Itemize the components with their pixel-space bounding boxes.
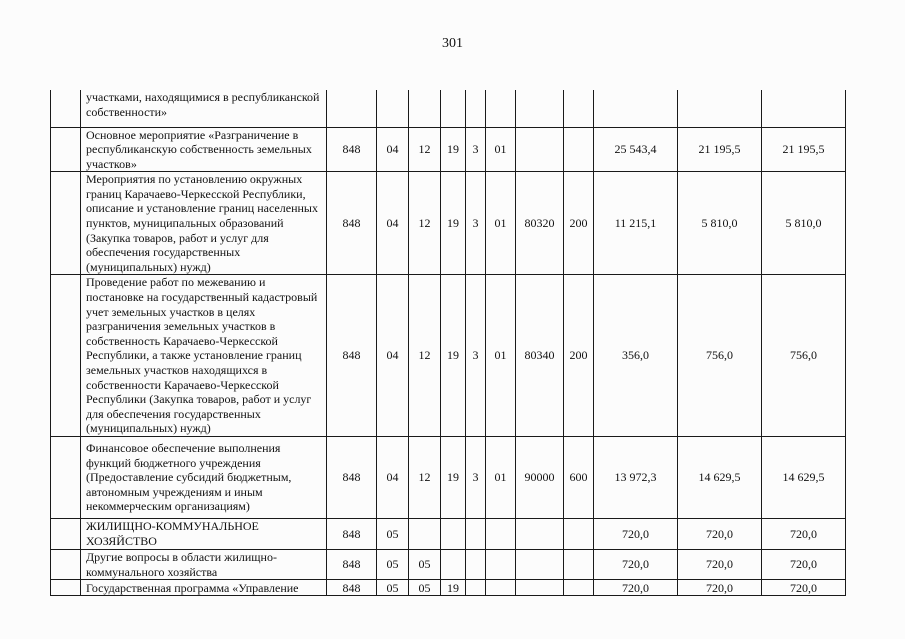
program-code-cell [441, 549, 466, 579]
subsection-code-cell: 12 [409, 275, 441, 437]
row-number-cell [51, 549, 81, 579]
section-code-cell: 05 [377, 549, 409, 579]
amount-year-1-cell: 11 215,1 [594, 172, 678, 275]
amount-year-2-cell: 720,0 [678, 518, 762, 549]
amount-year-1-cell: 356,0 [594, 275, 678, 437]
table-row [51, 172, 846, 275]
amount-year-2-cell: 720,0 [678, 549, 762, 579]
expense-type-cell: 200 [564, 275, 594, 437]
subsection-code-cell [409, 90, 441, 127]
amount-year-1-cell: 25 543,4 [594, 127, 678, 172]
row-number-cell [51, 275, 81, 437]
row-number-cell [51, 518, 81, 549]
ministry-code-cell: 848 [327, 127, 377, 172]
amount-year-2-cell: 756,0 [678, 275, 762, 437]
row-number-cell [51, 90, 81, 127]
subsection-code-cell: 05 [409, 549, 441, 579]
section-code-cell: 04 [377, 436, 409, 518]
row-name-cell: ЖИЛИЩНО-КОММУНАЛЬНОЕ ХОЗЯЙСТВО [81, 518, 327, 549]
amount-year-3-cell: 5 810,0 [762, 172, 846, 275]
event-code-cell [486, 518, 516, 549]
amount-year-3-cell: 756,0 [762, 275, 846, 437]
amount-year-1-cell: 720,0 [594, 549, 678, 579]
subprogram-code-cell: 3 [466, 436, 486, 518]
section-code-cell [377, 90, 409, 127]
expense-direction-cell: 90000 [516, 436, 564, 518]
section-code-cell: 04 [377, 127, 409, 172]
subsection-code-cell: 12 [409, 127, 441, 172]
expense-type-cell: 200 [564, 172, 594, 275]
table-row [51, 580, 846, 596]
amount-year-1-cell: 720,0 [594, 580, 678, 596]
ministry-code-cell: 848 [327, 549, 377, 579]
expense-direction-cell [516, 580, 564, 596]
row-number-cell [51, 436, 81, 518]
amount-year-3-cell: 14 629,5 [762, 436, 846, 518]
subprogram-code-cell [466, 518, 486, 549]
ministry-code-cell: 848 [327, 580, 377, 596]
expense-type-cell [564, 549, 594, 579]
ministry-code-cell: 848 [327, 436, 377, 518]
row-name-cell: Другие вопросы в области жилищно-коммунального хозяйства [81, 549, 327, 579]
subsection-code-cell: 05 [409, 580, 441, 596]
event-code-cell [486, 90, 516, 127]
program-code-cell [441, 90, 466, 127]
ministry-code-cell: 848 [327, 275, 377, 437]
table-row [51, 90, 846, 127]
event-code-cell: 01 [486, 275, 516, 437]
row-number-cell [51, 127, 81, 172]
program-code-cell: 19 [441, 580, 466, 596]
section-code-cell: 05 [377, 580, 409, 596]
section-code-cell: 04 [377, 172, 409, 275]
table-row [51, 275, 846, 437]
row-number-cell [51, 172, 81, 275]
row-name-cell: Проведение работ по межеванию и постановке на государственный кадастровый учет земельных участков в целях разграничения земельных участков в собственность Карачаево-Черкесской Республики, а также установление границ земельных участков находящихся в собственности Карачаево-Черкесской Республики (Закупка товаров, работ и услуг для обеспечения государственных (муниципальных) нужд) [81, 275, 327, 437]
subprogram-code-cell: 3 [466, 172, 486, 275]
amount-year-3-cell: 720,0 [762, 549, 846, 579]
section-code-cell: 05 [377, 518, 409, 549]
expense-direction-cell [516, 518, 564, 549]
amount-year-3-cell [762, 90, 846, 127]
subprogram-code-cell: 3 [466, 127, 486, 172]
row-name-cell: Основное мероприятие «Разграничение в республиканскую собственность земельных участков» [81, 127, 327, 172]
ministry-code-cell [327, 90, 377, 127]
expense-type-cell: 600 [564, 436, 594, 518]
program-code-cell: 19 [441, 172, 466, 275]
program-code-cell [441, 518, 466, 549]
amount-year-2-cell [678, 90, 762, 127]
row-name-cell: участками, находящимися в республиканской собственности» [81, 90, 327, 127]
amount-year-2-cell: 21 195,5 [678, 127, 762, 172]
amount-year-3-cell: 720,0 [762, 518, 846, 549]
expense-direction-cell [516, 549, 564, 579]
amount-year-1-cell [594, 90, 678, 127]
expense-type-cell [564, 518, 594, 549]
expense-direction-cell [516, 127, 564, 172]
table-row [51, 518, 846, 549]
subsection-code-cell [409, 518, 441, 549]
subprogram-code-cell [466, 580, 486, 596]
event-code-cell [486, 580, 516, 596]
page-number: 301 [442, 36, 463, 51]
expense-direction-cell: 80320 [516, 172, 564, 275]
amount-year-2-cell: 720,0 [678, 580, 762, 596]
program-code-cell: 19 [441, 275, 466, 437]
amount-year-1-cell: 13 972,3 [594, 436, 678, 518]
subsection-code-cell: 12 [409, 436, 441, 518]
table-row [51, 127, 846, 172]
subsection-code-cell: 12 [409, 172, 441, 275]
row-name-cell: Мероприятия по установлению окружных границ Карачаево-Черкесской Республики, описание и установление границ населенных пунктов, муниципальных образований (Закупка товаров, работ и услуг для обеспечения государственных (муниципальных) нужд) [81, 172, 327, 275]
event-code-cell: 01 [486, 436, 516, 518]
table-row [51, 549, 846, 579]
event-code-cell: 01 [486, 172, 516, 275]
ministry-code-cell: 848 [327, 518, 377, 549]
row-number-cell [51, 580, 81, 596]
amount-year-1-cell: 720,0 [594, 518, 678, 549]
expense-type-cell [564, 127, 594, 172]
subprogram-code-cell [466, 90, 486, 127]
program-code-cell: 19 [441, 436, 466, 518]
budget-table [50, 90, 846, 596]
amount-year-3-cell: 720,0 [762, 580, 846, 596]
subprogram-code-cell: 3 [466, 275, 486, 437]
expense-direction-cell [516, 90, 564, 127]
section-code-cell: 04 [377, 275, 409, 437]
amount-year-2-cell: 5 810,0 [678, 172, 762, 275]
table-row [51, 436, 846, 518]
expense-type-cell [564, 90, 594, 127]
expense-direction-cell: 80340 [516, 275, 564, 437]
ministry-code-cell: 848 [327, 172, 377, 275]
expense-type-cell [564, 580, 594, 596]
program-code-cell: 19 [441, 127, 466, 172]
row-name-cell: Финансовое обеспечение выполнения функций бюджетного учреждения (Предоставление субсидий бюджетным, автономным учреждениям и иным некоммерческим организациям) [81, 436, 327, 518]
amount-year-2-cell: 14 629,5 [678, 436, 762, 518]
event-code-cell: 01 [486, 127, 516, 172]
event-code-cell [486, 549, 516, 579]
amount-year-3-cell: 21 195,5 [762, 127, 846, 172]
row-name-cell: Государственная программа «Управление [81, 580, 327, 596]
subprogram-code-cell [466, 549, 486, 579]
